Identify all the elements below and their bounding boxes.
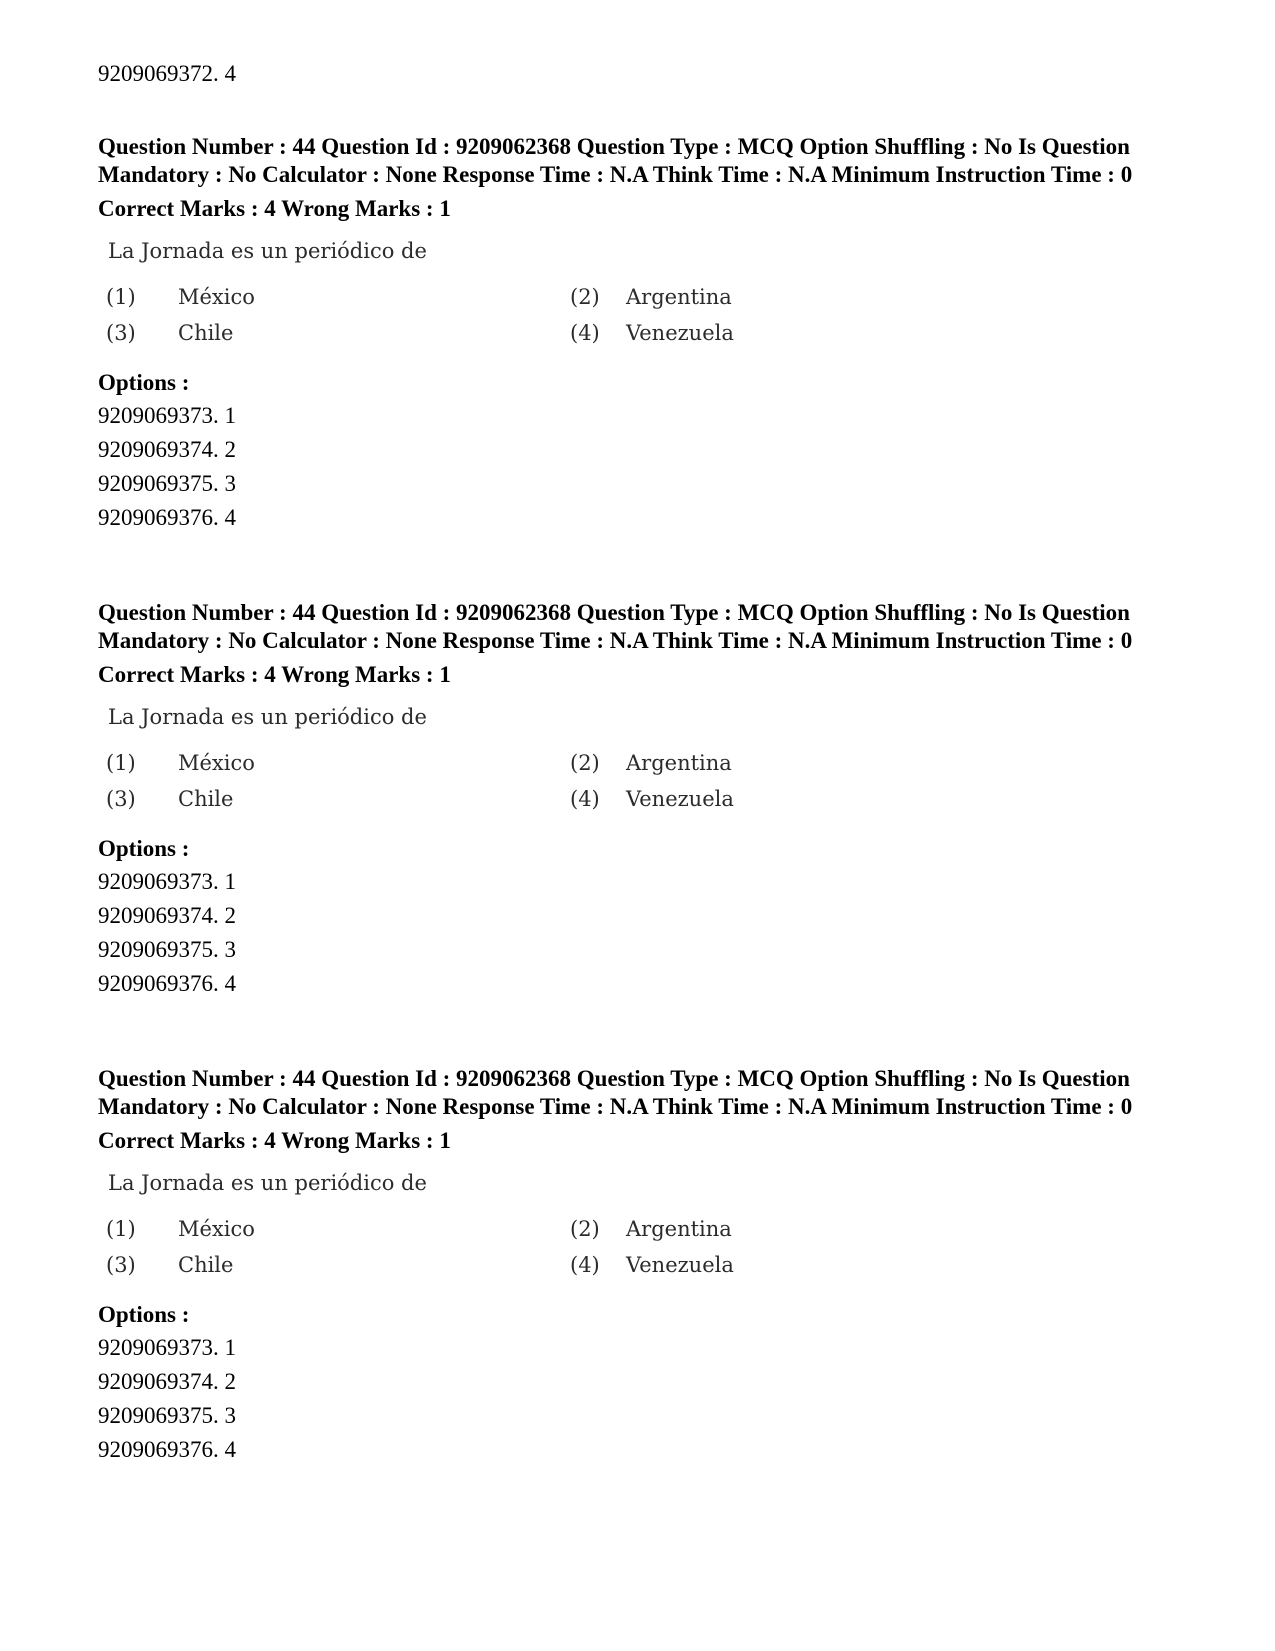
question-block (98, 133, 1198, 535)
choice-text: Argentina (626, 285, 732, 309)
choice-text: Argentina (626, 1217, 732, 1241)
choice-number: (1) (106, 751, 136, 775)
choice-text: México (178, 285, 255, 309)
choice-number: (2) (570, 1217, 600, 1241)
choice-number: (3) (106, 321, 136, 345)
question-stem: La Jornada es un periódico de (108, 239, 427, 263)
choice-number: (2) (570, 751, 600, 775)
question-block (98, 599, 1198, 1001)
option-line: 9209069376. 4 (98, 971, 236, 996)
choice-number: (3) (106, 1253, 136, 1277)
choice-number: (1) (106, 285, 136, 309)
option-line: 9209069374. 2 (98, 1369, 236, 1394)
choice-number: (4) (570, 1253, 600, 1277)
option-line: 9209069375. 3 (98, 937, 236, 962)
choice-number: (4) (570, 321, 600, 345)
option-line: 9209069373. 1 (98, 403, 236, 428)
option-line: 9209069373. 1 (98, 1335, 236, 1360)
options-label: Options : (98, 370, 190, 395)
question-image (98, 703, 778, 819)
option-line: 9209069374. 2 (98, 903, 236, 928)
option-line: 9209069376. 4 (98, 1437, 236, 1462)
choice-text: Chile (178, 321, 234, 345)
question-header: Question Number : 44 Question Id : 9209062368 Question Type : MCQ Option Shuffling : No Is Question Mandatory : No Calculator : None Response Time : N.A Think Time : N.A Minimum Instruction Time : 0 (98, 600, 1133, 653)
choice-text: Venezuela (626, 321, 734, 345)
option-line: 9209069374. 2 (98, 437, 236, 462)
question-block (98, 1065, 1198, 1467)
option-line: 9209069375. 3 (98, 471, 236, 496)
choice-text: Chile (178, 1253, 234, 1277)
choice-number: (1) (106, 1217, 136, 1241)
choice-text: Argentina (626, 751, 732, 775)
choice-text: Venezuela (626, 787, 734, 811)
choice-text: México (178, 1217, 255, 1241)
option-line: 9209069372. 4 (98, 61, 236, 86)
choice-number: (4) (570, 787, 600, 811)
choice-text: Chile (178, 787, 234, 811)
question-stem: La Jornada es un periódico de (108, 1171, 427, 1195)
question-marks: Correct Marks : 4 Wrong Marks : 1 (98, 1128, 451, 1153)
question-marks: Correct Marks : 4 Wrong Marks : 1 (98, 662, 451, 687)
option-line: 9209069375. 3 (98, 1403, 236, 1428)
choice-number: (2) (570, 285, 600, 309)
choice-text: Venezuela (626, 1253, 734, 1277)
question-stem: La Jornada es un periódico de (108, 705, 427, 729)
question-marks: Correct Marks : 4 Wrong Marks : 1 (98, 196, 451, 221)
question-header: Question Number : 44 Question Id : 9209062368 Question Type : MCQ Option Shuffling : No Is Question Mandatory : No Calculator : None Response Time : N.A Think Time : N.A Minimum Instruction Time : 0 (98, 1066, 1133, 1119)
option-line: 9209069373. 1 (98, 869, 236, 894)
question-image (98, 237, 778, 353)
question-header: Question Number : 44 Question Id : 9209062368 Question Type : MCQ Option Shuffling : No Is Question Mandatory : No Calculator : None Response Time : N.A Think Time : N.A Minimum Instruction Time : 0 (98, 134, 1133, 187)
options-label: Options : (98, 836, 190, 861)
options-label: Options : (98, 1302, 190, 1327)
question-image (98, 1169, 778, 1285)
choice-text: México (178, 751, 255, 775)
choice-number: (3) (106, 787, 136, 811)
option-line: 9209069376. 4 (98, 505, 236, 530)
